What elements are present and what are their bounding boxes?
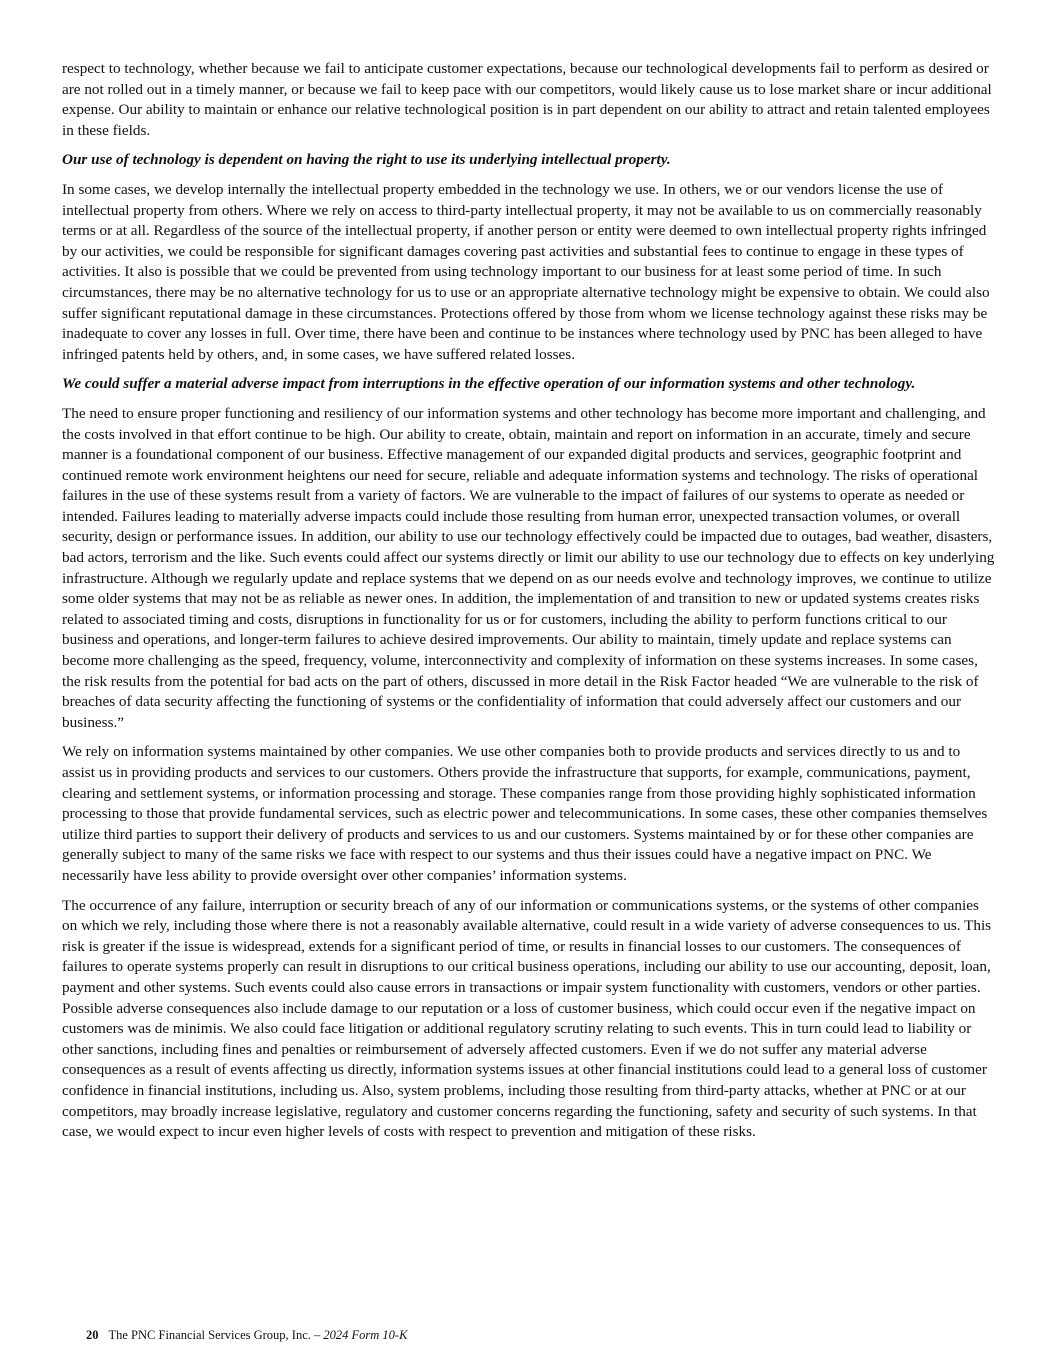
risk-heading-ip: Our use of technology is dependent on having the right to use its underlying intellectual property. <box>62 151 671 169</box>
document-body <box>62 59 996 1152</box>
paragraph-systems-risk: The need to ensure proper functioning and resiliency of our information systems and other technology has become more important and challenging, and the costs involved in that effort continue to be high. Our ability to create, obtain, maintain and report on information in an accurate, timely and secure manner is a foundational component of our business. Effective management of our expanded digital products and services, geographic footprint and continued remote work environment heightens our need for secure, reliable and adequate information systems and technology. The risks of operational failures in the use of these systems result from a variety of factors. We are vulnerable to the impact of failures of our systems to operate as needed or intended. Failures leading to materially adverse impacts could include those resulting from human error, unexpected transaction volumes, or overall security, design or performance issues. In addition, our ability to use our technology effectively could be impacted due to outages, bad weather, disasters, bad actors, terrorism and the like. Such events could affect our systems directly or limit our ability to use our technology due to effects on key underlying infrastructure. Although we regularly update and replace systems that we depend on as our needs evolve and technology improves, we continue to utilize some older systems that may not be as reliable as newer ones. In addition, the implementation of and transition to new or updated systems creates risks related to associated timing and costs, disruptions in functionality for us or for customers, including the ability to perform functions critical to our business and operations, and longer-term failures to achieve desired improvements. Our ability to maintain, timely update and replace systems can become more challenging as the speed, frequency, volume, interconnectivity and complexity of information on these systems increases. In some cases, the risk results from the potential for bad acts on the part of others, discussed in more detail in the Risk Factor headed “We are vulnerable to the risk of breaches of data security affecting the functioning of systems or the confidentiality of information that could adversely affect our customers and our business.” <box>62 404 995 731</box>
paragraph-failure-consequences: The occurrence of any failure, interruption or security breach of any of our information or communications systems, or the systems of other companies on which we rely, including those where there is not a reasonably available alternative, could result in a wide variety of adverse consequences to us. This risk is greater if the issue is widespread, extends for a significant period of time, or results in financial losses to our customers. The consequences of failures to operate systems properly can result in disruptions to our critical business operations, including our ability to use our accounting, deposit, loan, payment and other systems. Such events could also cause errors in transactions or impair system functionality with customers, vendors or other parties. Possible adverse consequences also include damage to our reputation or a loss of customer business, which could occur even if the negative impact on customers was de minimis. We also could face litigation or additional regulatory scrutiny relating to such events. This in turn could lead to liability or other sanctions, including fines and penalties or reimbursement of adversely affected customers. Even if we do not suffer any material adverse consequences as a result of events affecting us directly, information systems issues at other financial institutions could lead to a general loss of customer confidence in financial institutions, including us. Also, system problems, including those resulting from third-party attacks, whether at PNC or at our competitors, may broadly increase legislative, regulatory and customer concerns regarding the functioning, safety and security of such systems. In that case, we would expect to incur even higher levels of costs with respect to prevention and mitigation of these risks. <box>62 896 992 1141</box>
paragraph-ip-risk: In some cases, we develop internally the intellectual property embedded in the technology we use. In others, we or our vendors license the use of intellectual property from others. Where we rely on access to third-party intellectual property, it may not be available to us on commercially reasonably terms or at all. Regardless of the source of the intellectual property, if another person or entity were deemed to own intellectual property rights infringed by our activities, we could be responsible for significant damages covering past activities and substantial fees to continue to engage in these types of activities. It also is possible that we could be prevented from using technology important to our business for at least some period of time. In such circumstances, there may be no alternative technology for us to use or an appropriate alternative technology might be expensive to obtain. We could also suffer significant reputational damage in these circumstances. Protections offered by those from whom we license technology against these risks may be inadequate to cover any losses in full. Over time, there have been and continue to be instances where technology used by PNC has been alleged to have infringed patents held by others, and, in some cases, we have suffered related losses. <box>62 180 990 363</box>
footer-form: 2024 Form 10-K <box>323 1328 408 1342</box>
paragraph-third-party-systems: We rely on information systems maintained by other companies. We use other companies both to provide products and services directly to us and to assist us in providing products and services to our customers. Others provide the infrastructure that supports, for example, communications, payment, clearing and settlement systems, or information processing and storage. These companies range from those providing highly sophisticated information processing to those that provide fundamental services, such as electric power and telecommunications. In some cases, these other companies themselves utilize third parties to support their delivery of products and services to us and our customers. Systems maintained by or for these other companies are generally subject to many of the same risks we face with respect to our systems and thus their issues could have a negative impact on PNC. We necessarily have less ability to provide oversight over other companies’ information systems. <box>62 743 988 884</box>
page-footer <box>86 1327 407 1343</box>
paragraph-continuation: respect to technology, whether because we fail to anticipate customer expectations, because our technological developments fail to perform as desired or are not rolled out in a timely manner, or because we fail to keep pace with our competitors, would likely cause us to lose market share or incur additional expense. Our ability to maintain or enhance our relative technological position is in part dependent on our ability to attract and retain talented employees in these fields. <box>62 60 992 139</box>
page-number: 20 <box>86 1328 99 1342</box>
footer-company: The PNC Financial Services Group, Inc. – <box>108 1328 324 1342</box>
risk-heading-systems: We could suffer a material adverse impact from interruptions in the effective operation of our information systems and other technology. <box>62 375 916 393</box>
